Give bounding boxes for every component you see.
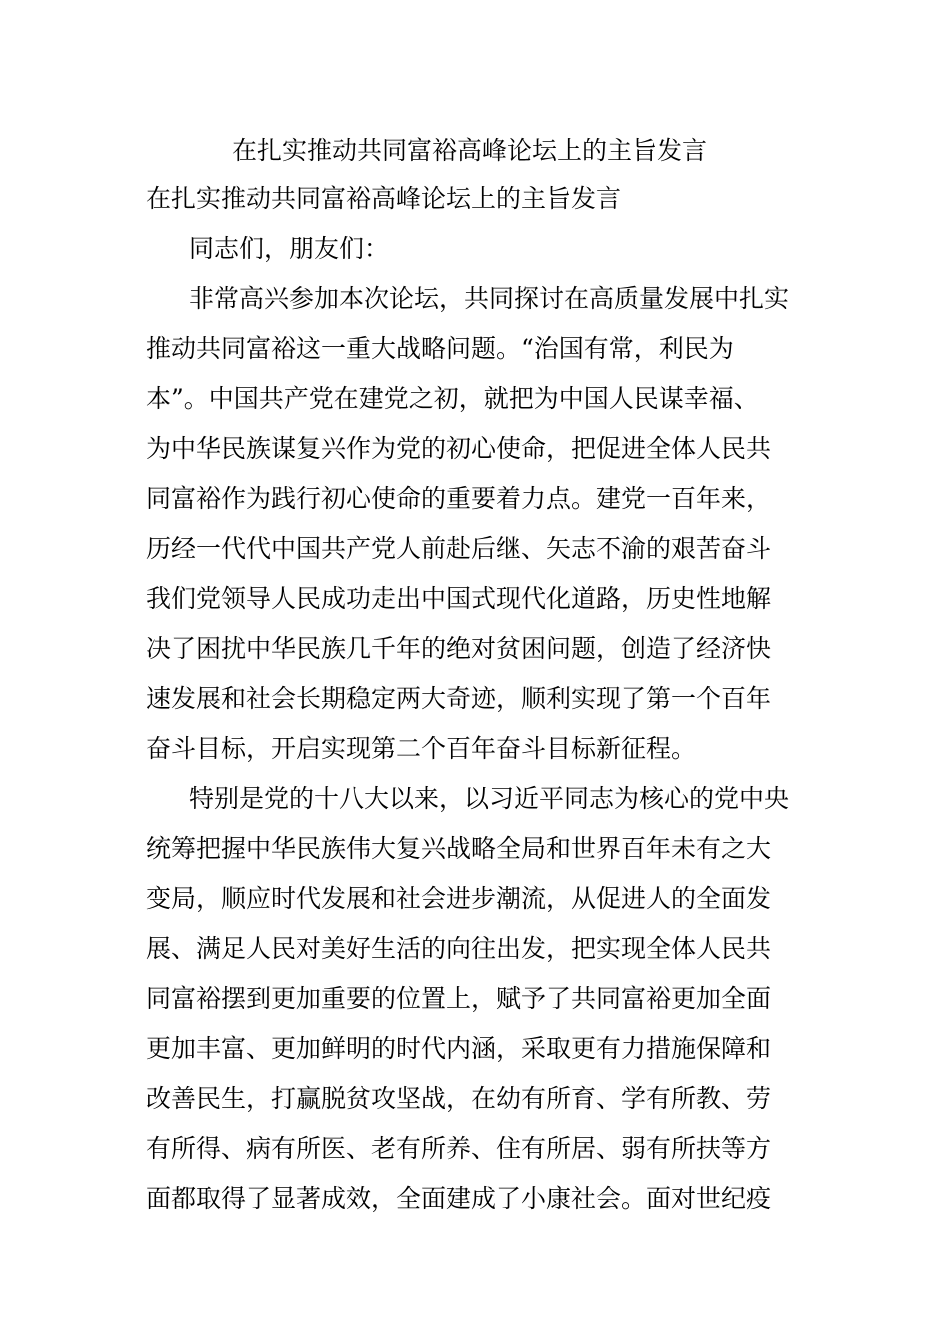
paragraph-2-line: 面都取得了显著成效，全面建成了小康社会。面对世纪疫 [146,1184,772,1213]
document-subtitle: 在扎实推动共同富裕高峰论坛上的主旨发言 [146,184,622,213]
paragraph-2-line: 统筹把握中华民族伟大复兴战略全局和世界百年未有之大 [146,834,772,863]
paragraph-1-line: 非常高兴参加本次论坛，共同探讨在高质量发展中扎实 [189,284,790,313]
paragraph-1-line: 推动共同富裕这一重大战略问题。“治国有常，利民为 [146,334,734,363]
paragraph-2-line: 有所得、病有所医、老有所养、住有所居、弱有所扶等方 [146,1134,772,1163]
paragraph-2-line: 展、满足人民对美好生活的向往出发，把实现全体人民共 [146,934,772,963]
paragraph-1-line: 决了困扰中华民族几千年的绝对贫困问题，创造了经济快 [146,634,772,663]
paragraph-2-line: 变局，顺应时代发展和社会进步潮流，从促进人的全面发 [146,884,772,913]
paragraph-1-line: 速发展和社会长期稳定两大奇迹，顺利实现了第一个百年 [146,684,772,713]
paragraph-2-line: 改善民生，打赢脱贫攻坚战，在幼有所育、学有所教、劳 [146,1084,772,1113]
greeting: 同志们，朋友们： [189,234,390,263]
paragraph-2-line: 特别是党的十八大以来，以习近平同志为核心的党中央 [189,784,790,813]
paragraph-1-line: 本”。中国共产党在建党之初，就把为中国人民谋幸福、 [146,384,759,413]
paragraph-2-line: 更加丰富、更加鲜明的时代内涵，采取更有力措施保障和 [146,1034,772,1063]
paragraph-1-line: 历经一代代中国共产党人前赴后继、矢志不渝的艰苦奋斗 [146,534,772,563]
paragraph-2-line: 同富裕摆到更加重要的位置上，赋予了共同富裕更加全面 [146,984,772,1013]
paragraph-1-line: 同富裕作为践行初心使命的重要着力点。建党一百年来， [146,484,772,513]
paragraph-1-line: 奋斗目标，开启实现第二个百年奋斗目标新征程。 [146,734,697,763]
paragraph-1-line: 我们党领导人民成功走出中国式现代化道路，历史性地解 [146,584,772,613]
document-title: 在扎实推动共同富裕高峰论坛上的主旨发言 [232,136,708,165]
paragraph-1-line: 为中华民族谋复兴作为党的初心使命，把促进全体人民共 [146,434,772,463]
